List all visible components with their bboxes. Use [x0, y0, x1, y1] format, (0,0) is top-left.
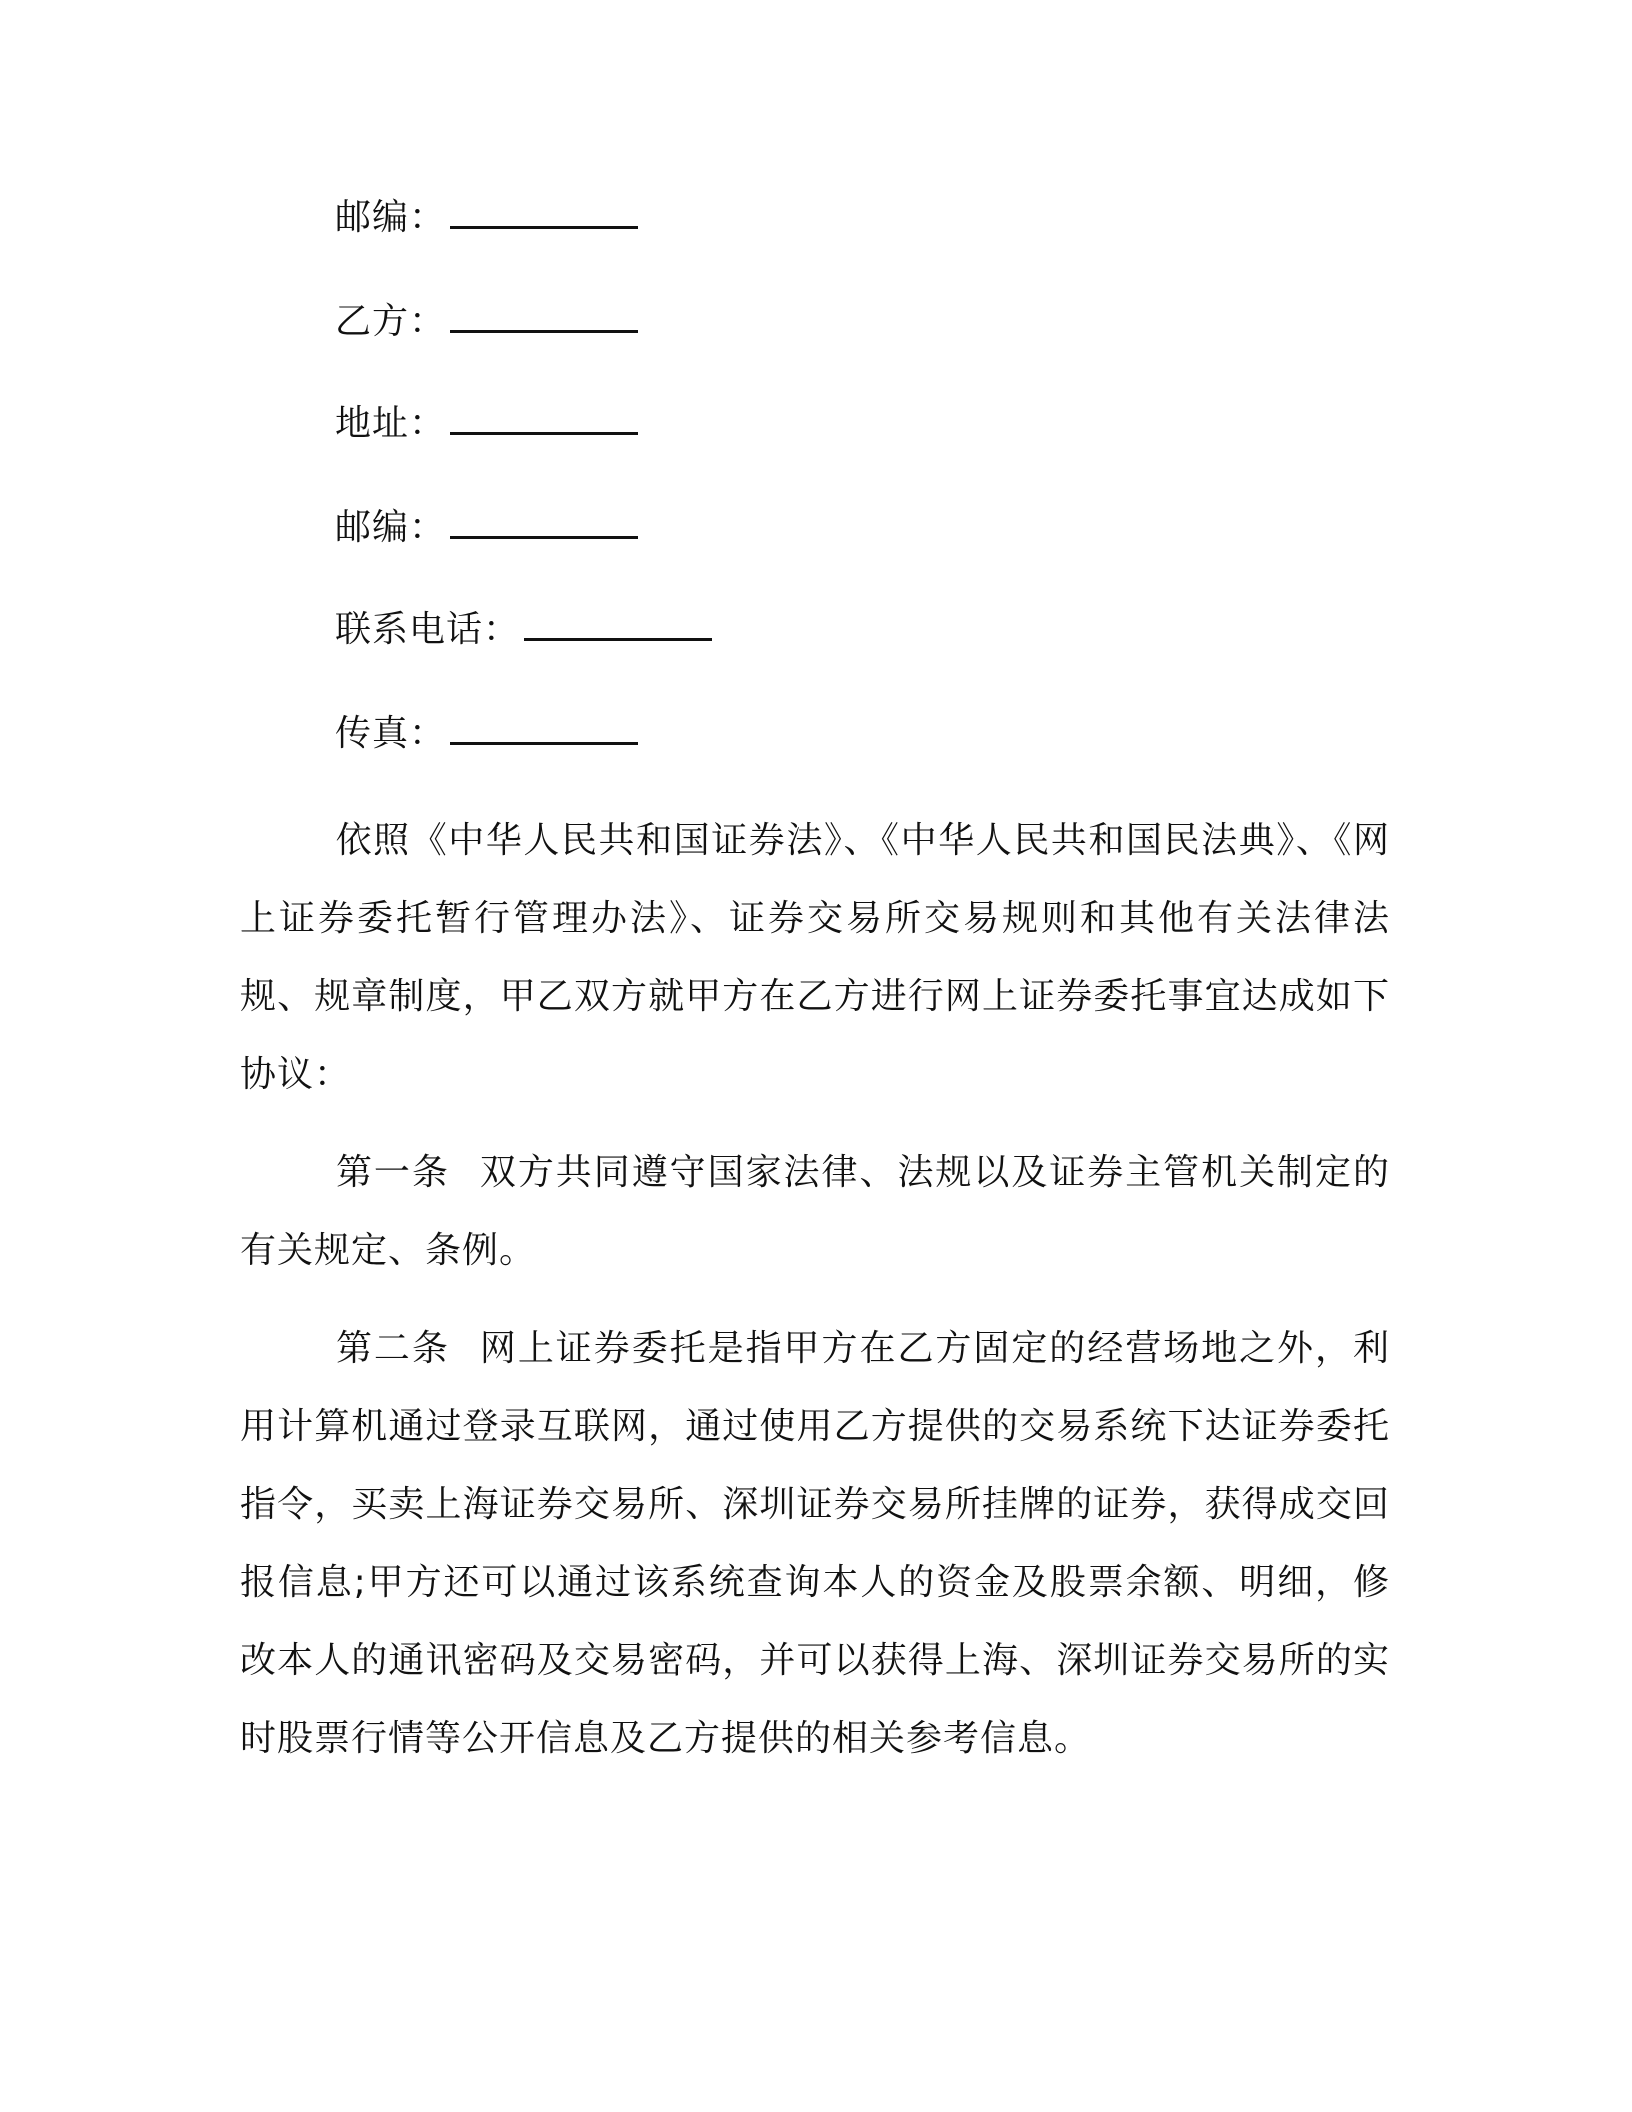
article-number: 第二条	[335, 1328, 450, 1369]
field-label: 邮编：	[335, 197, 447, 238]
field-postcode-2	[335, 504, 638, 552]
field-fax	[335, 710, 638, 758]
blank-line	[450, 506, 638, 539]
blank-line	[450, 712, 638, 745]
article-number: 第一条	[335, 1152, 450, 1193]
blank-line	[524, 608, 712, 641]
field-address	[335, 400, 638, 448]
preamble-paragraph	[240, 802, 1390, 1114]
field-label: 地址：	[335, 403, 447, 444]
blank-line	[450, 300, 638, 333]
article-1	[240, 1134, 1390, 1290]
blank-line	[450, 196, 638, 229]
field-label: 邮编：	[335, 507, 447, 548]
field-party-b	[335, 298, 638, 346]
field-label: 乙方：	[335, 301, 447, 342]
preamble-text: 依照《中华人民共和国证券法》、《中华人民共和国民法典》、《网上证券委托暂行管理办法》、证券交易所交易规则和其他有关法律法规、规章制度，甲乙双方就甲方在乙方进行网上证券委托事宜达成如下协议：	[240, 820, 1390, 1095]
blank-line	[450, 402, 638, 435]
article-text: 双方共同遵守国家法律、法规以及证券主管机关制定的有关规定、条例。	[240, 1152, 1390, 1271]
field-postcode-1	[335, 194, 638, 242]
article-text: 网上证券委托是指甲方在乙方固定的经营场地之外，利用计算机通过登录互联网，通过使用乙方提供的交易系统下达证券委托指令，买卖上海证券交易所、深圳证券交易所挂牌的证券，获得成交回报信息;甲方还可以通过该系统查询本人的资金及股票余额、明细，修改本人的通讯密码及交易密码，并可以获得上海、深圳证券交易所的实时股票行情等公开信息及乙方提供的相关参考信息。	[240, 1328, 1390, 1759]
article-2	[240, 1310, 1390, 1778]
field-label: 联系电话：	[335, 609, 521, 650]
field-phone	[335, 606, 712, 654]
field-label: 传真：	[335, 713, 447, 754]
